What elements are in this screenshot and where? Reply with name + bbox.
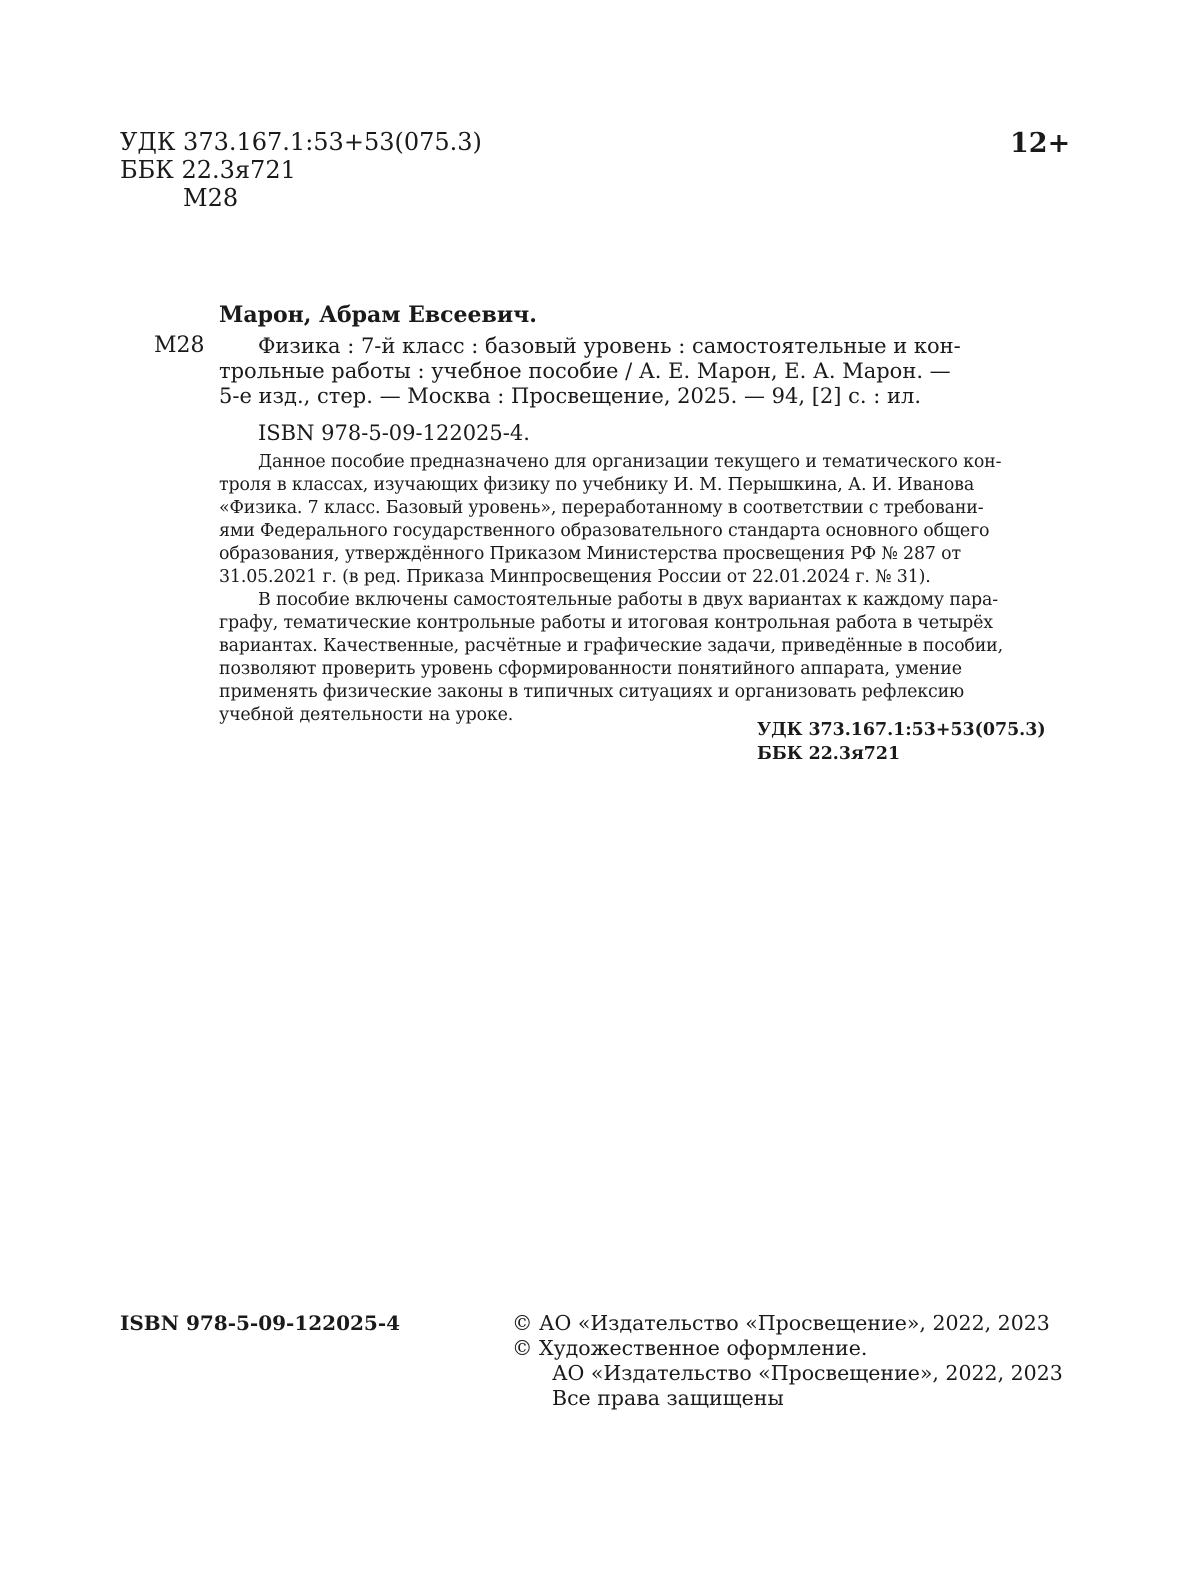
annotation-line: позволяют проверить уровень сформированности понятийного аппарата, умение bbox=[219, 659, 962, 679]
author-name: Марон, Абрам Евсеевич. bbox=[219, 302, 537, 328]
annotation-line: В пособие включены самостоятельные работы в двух вариантах к каждому пара- bbox=[258, 590, 998, 610]
annotation-line: учебной деятельности на уроке. bbox=[219, 705, 514, 725]
record-udk: УДК 373.167.1:53+53(075.3) bbox=[757, 720, 1046, 740]
annotation-line: образования, утверждённого Приказом Министерства просвещения РФ № 287 от bbox=[219, 544, 961, 564]
record-bbk: ББК 22.3я721 bbox=[757, 744, 901, 764]
copyright-line: АО «Издательство «Просвещение», 2022, 2023 bbox=[552, 1361, 1063, 1385]
copyright-line: © Художественное оформление. bbox=[512, 1336, 868, 1360]
age-rating: 12+ bbox=[1010, 128, 1071, 159]
record-author-mark: М28 bbox=[154, 333, 205, 358]
annotation-line: троля в классах, изучающих физику по учебнику И. М. Перышкина, А. И. Иванова bbox=[219, 475, 975, 495]
annotation-line: вариантах. Качественные, расчётные и графические задачи, приведённые в пособии, bbox=[219, 636, 1004, 656]
bbk-code: ББК 22.3я721 bbox=[120, 156, 296, 184]
title-line: Физика : 7-й класс : базовый уровень : самостоятельные и кон- bbox=[258, 334, 961, 358]
annotation-line: «Физика. 7 класс. Базовый уровень», переработанному в соответствии с требовани- bbox=[219, 498, 984, 518]
footer-isbn: ISBN 978-5-09-122025-4 bbox=[120, 1311, 401, 1335]
udk-code: УДК 373.167.1:53+53(075.3) bbox=[120, 128, 482, 156]
annotation-line: ями Федерального государственного образовательного стандарта основного общего bbox=[219, 521, 990, 541]
title-line: 5-е изд., стер. — Москва : Просвещение, 2025. — 94, [2] с. : ил. bbox=[219, 384, 922, 408]
annotation-line: Данное пособие предназначено для организации текущего и тематического кон- bbox=[258, 452, 1002, 472]
annotation-line: применять физические законы в типичных ситуациях и организовать рефлексию bbox=[219, 682, 965, 702]
copyright-line: © АО «Издательство «Просвещение», 2022, 2023 bbox=[512, 1311, 1050, 1335]
annotation-line: графу, тематические контрольные работы и итоговая контрольная работа в четырёх bbox=[219, 613, 993, 633]
copyright-line: Все права защищены bbox=[552, 1386, 784, 1410]
title-line: трольные работы : учебное пособие / А. Е. Марон, Е. А. Марон. — bbox=[219, 359, 951, 383]
annotation-line: 31.05.2021 г. (в ред. Приказа Минпросвещения России от 22.01.2024 г. № 31). bbox=[219, 567, 931, 587]
record-isbn: ISBN 978-5-09-122025-4. bbox=[258, 421, 530, 445]
author-mark: М28 bbox=[183, 184, 239, 212]
